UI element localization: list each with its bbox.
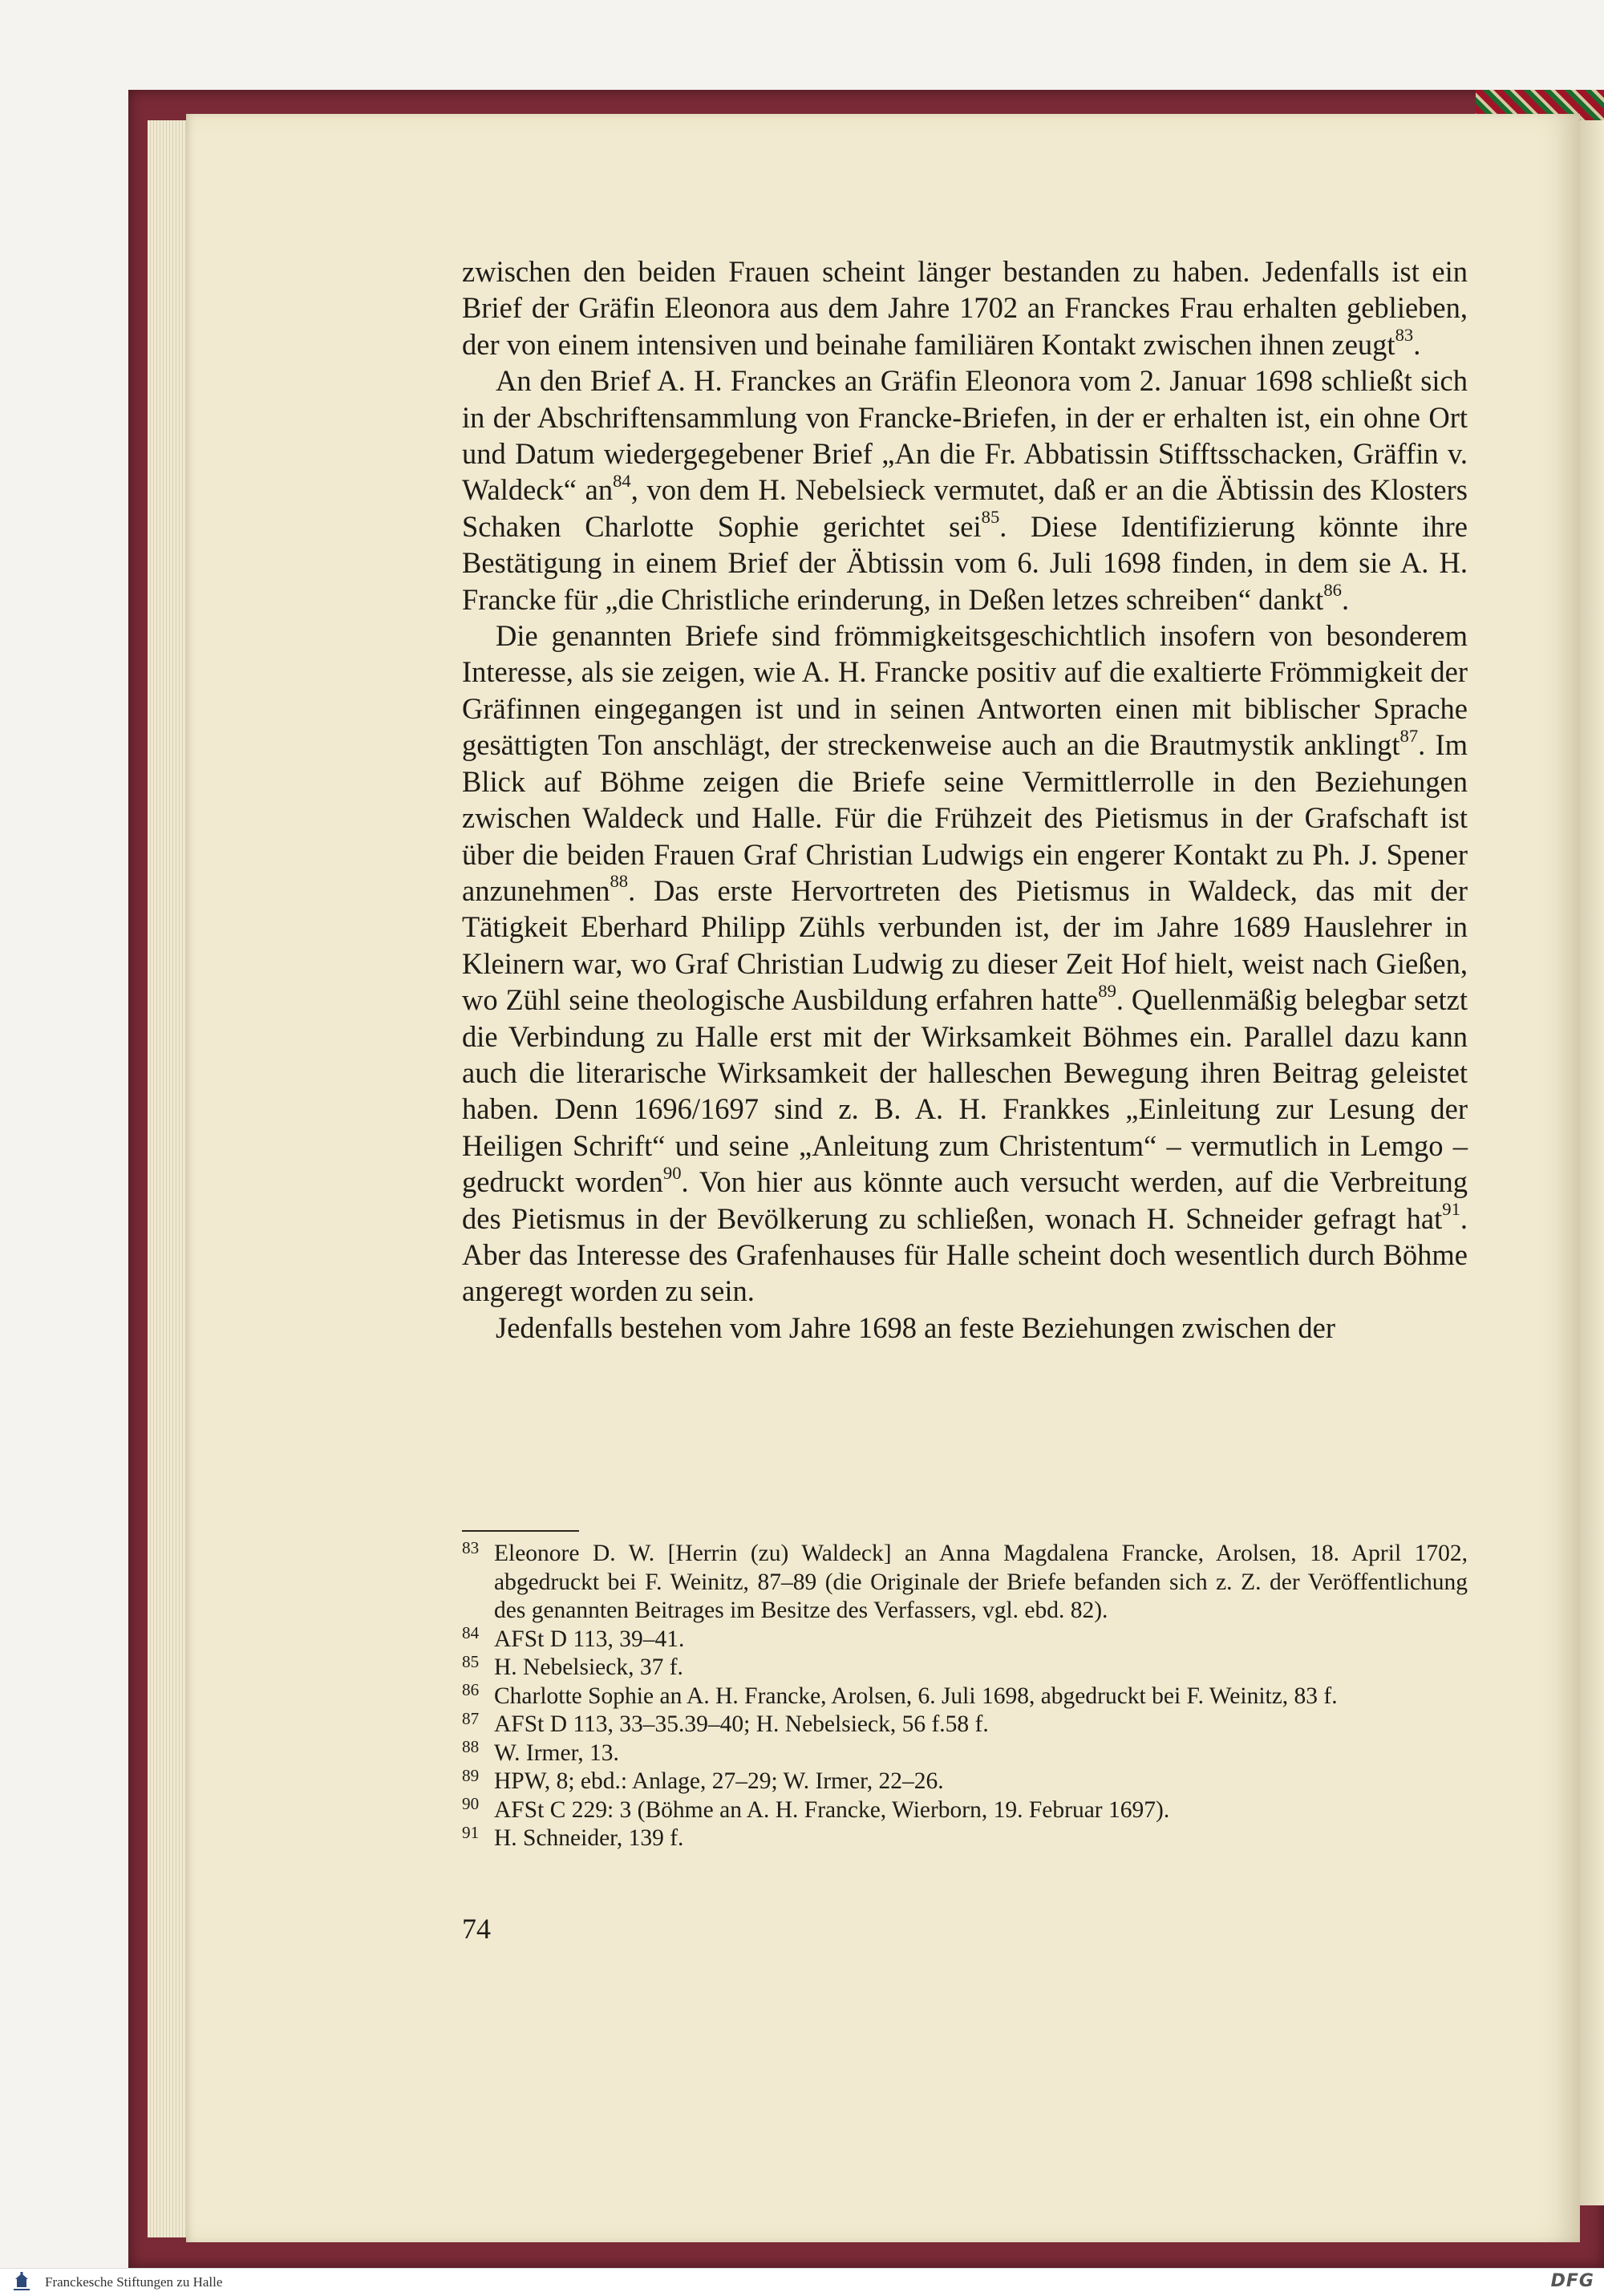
footnote-reference: 89 bbox=[1098, 980, 1116, 1001]
body-paragraph bbox=[462, 362, 1468, 618]
footnote-number: 88 bbox=[462, 1737, 480, 1757]
institution-label: Franckesche Stiftungen zu Halle bbox=[45, 2274, 223, 2290]
page-number: 74 bbox=[462, 1913, 491, 1945]
text-run: . Von hier aus könnte auch versucht werden, auf die Verbreitung des Pietismus in der Bevölkerung zu schließen, wonach H. Schneider gefragt hat bbox=[462, 1165, 1468, 1235]
text-run: . bbox=[1413, 327, 1421, 361]
footnote-reference: 90 bbox=[662, 1162, 682, 1183]
footnote-number: 86 bbox=[462, 1680, 480, 1700]
institution-logo-icon bbox=[10, 2271, 34, 2294]
footnote-number: 87 bbox=[462, 1708, 480, 1728]
text-run: . bbox=[1341, 582, 1350, 616]
footnote-text: Charlotte Sophie an A. H. Francke, Arolsen, 6. Juli 1698, abgedruckt bei F. Weinitz, 83 f. bbox=[494, 1683, 1338, 1709]
footnote-item bbox=[462, 1623, 1468, 1654]
footnote-number: 85 bbox=[462, 1651, 480, 1671]
footnote-item bbox=[462, 1739, 1468, 1768]
footnote-reference: 85 bbox=[981, 507, 1000, 528]
footnote-text: AFSt C 229: 3 (Böhme an A. H. Francke, Wierborn, 19. Februar 1697). bbox=[494, 1796, 1170, 1823]
text-run: zwischen den beiden Frauen scheint länger bestanden zu haben. Jedenfalls ist ein Brief der Gräfin Eleonora aus dem Jahre 1702 an Franckes Frau erhalten geblieben, der von einem intensiven und beinahe familiären Kontakt zwischen ihnen zeugt bbox=[462, 255, 1468, 361]
footnote-reference: 86 bbox=[1323, 580, 1342, 601]
footnote-reference: 91 bbox=[1442, 1199, 1460, 1220]
text-run: An den Brief A. H. Franckes an Gräfin Eleonora vom 2. Januar 1698 schließt sich in der Abschriftensammlung von Francke-Briefen, in der er erhalten ist, ein ohne Ort und Datum wiedergegebener Brief „An die Fr. Abbatissin Stifftsschacken, Gräffin v. Waldeck“ an bbox=[462, 364, 1468, 507]
footnote-item bbox=[462, 1824, 1468, 1853]
footnote-reference: 84 bbox=[613, 470, 631, 491]
footnote-text: AFSt D 113, 33–35.39–40; H. Nebelsieck, 56 f.58 f. bbox=[494, 1711, 989, 1737]
text-run: . Das erste Hervortreten des Pietismus in Waldeck, das mit der Tätigkeit Eberhard Philipp Zühls verbunden ist, der im Jahre 1689 Hauslehrer in Kleinern war, wo Graf Christian Ludwig zu dieser Zeit Hof hielt, weist nach Gießen, wo Zühl seine theologische Ausbildung erfahren hatte bbox=[462, 873, 1468, 1017]
footnote-item bbox=[462, 1651, 1468, 1683]
footnote-text: Eleonore D. W. [Herrin (zu) Waldeck] an Anna Magdalena Francke, Arolsen, 18. April 1702, abgedruckt bei F. Weinitz, 87–89 (die Originale der Briefe befanden sich z. Z. der Veröffentlichung des genannten Beitrages im Besitze des Verfassers, vgl. ebd. 82). bbox=[494, 1541, 1468, 1623]
footnote-item bbox=[462, 1680, 1468, 1711]
footnotes bbox=[462, 1537, 1468, 1853]
footnote-text: H. Schneider, 139 f. bbox=[494, 1825, 684, 1851]
footnote-number: 84 bbox=[462, 1623, 480, 1643]
footnote-text: H. Nebelsieck, 37 f. bbox=[494, 1654, 683, 1680]
footnote-rule bbox=[462, 1530, 579, 1532]
text-run: . Diese Identifizierung könnte ihre Bestätigung in einem Brief der Äbtissin vom 6. Juli 1698 finden, in dem sie A. H. Francke für „die Christliche erinderung, in Deßen letzes schreiben“ dankt bbox=[462, 509, 1468, 616]
footnote-reference: 83 bbox=[1395, 325, 1414, 346]
footnote-number: 91 bbox=[462, 1822, 480, 1842]
body-paragraph bbox=[462, 253, 1468, 362]
footnote-text: W. Irmer, 13. bbox=[494, 1739, 619, 1766]
footnote-item bbox=[462, 1796, 1468, 1825]
viewer-footer-bar bbox=[0, 2268, 1604, 2296]
body-paragraph bbox=[462, 618, 1468, 1310]
footnote-reference: 87 bbox=[1399, 725, 1419, 746]
footnote-item bbox=[462, 1765, 1468, 1796]
footnote-item bbox=[462, 1537, 1468, 1626]
text-run: Die genannten Briefe sind frömmigkeitsgeschichtlich insofern von besonderem Interesse, als sie zeigen, wie A. H. Francke positiv auf die exaltierte Frömmigkeit der Gräfinnen eingegangen ist und in seinen Antworten einen mit biblischer Sprache gesättigten Ton anschlägt, der streckenweise auch an die Brautmystik anklingt bbox=[462, 619, 1468, 762]
body-paragraph bbox=[462, 1310, 1468, 1346]
footnote-item bbox=[462, 1708, 1468, 1739]
footnote-number: 90 bbox=[462, 1794, 480, 1814]
text-run: Jedenfalls bestehen vom Jahre 1698 an feste Beziehungen zwischen der bbox=[496, 1310, 1335, 1344]
text-run: . Im Blick auf Böhme zeigen die Briefe seine Vermittlerrolle in den Beziehungen zwischen Waldeck und Halle. Für die Frühzeit des Pietismus in der Grafschaft ist über die beiden Frauen Graf Christian Ludwigs ein engerer Kontakt zu Ph. J. Spener anzunehmen bbox=[462, 728, 1468, 907]
dfg-logo: DFG bbox=[1550, 2271, 1594, 2291]
footnote-number: 89 bbox=[462, 1765, 480, 1785]
page-gutter-right bbox=[1580, 120, 1604, 2205]
text-run: , von dem H. Nebelsieck vermutet, daß er an die Äbtissin des Klosters Schaken Charlotte Sophie gerichtet sei bbox=[462, 473, 1468, 543]
text-run: . Aber das Interesse des Grafenhauses für Halle scheint doch wesentlich durch Böhme angeregt worden zu sein. bbox=[462, 1201, 1468, 1308]
footnote-text: AFSt D 113, 39–41. bbox=[494, 1626, 685, 1652]
body-text bbox=[462, 253, 1468, 1346]
footnote-number: 83 bbox=[462, 1537, 480, 1557]
page-edges bbox=[148, 120, 186, 2237]
footnote-reference: 88 bbox=[610, 871, 629, 892]
text-run: . Quellenmäßig belegbar setzt die Verbindung zu Halle erst mit der Wirksamkeit Böhmes ein. Parallel dazu kann auch die literarische Wirksamkeit der halleschen Bewegung ihren Beitrag geleistet haben. Denn 1696/1697 sind z. B. A. H. Frankkes „Einleitung zur Lesung der Heiligen Schrift“ und seine „Anleitung zum Christentum“ – vermutlich in Lemgo – gedruckt worden bbox=[462, 983, 1468, 1199]
footnote-text: HPW, 8; ebd.: Anlage, 27–29; W. Irmer, 22–26. bbox=[494, 1768, 944, 1794]
